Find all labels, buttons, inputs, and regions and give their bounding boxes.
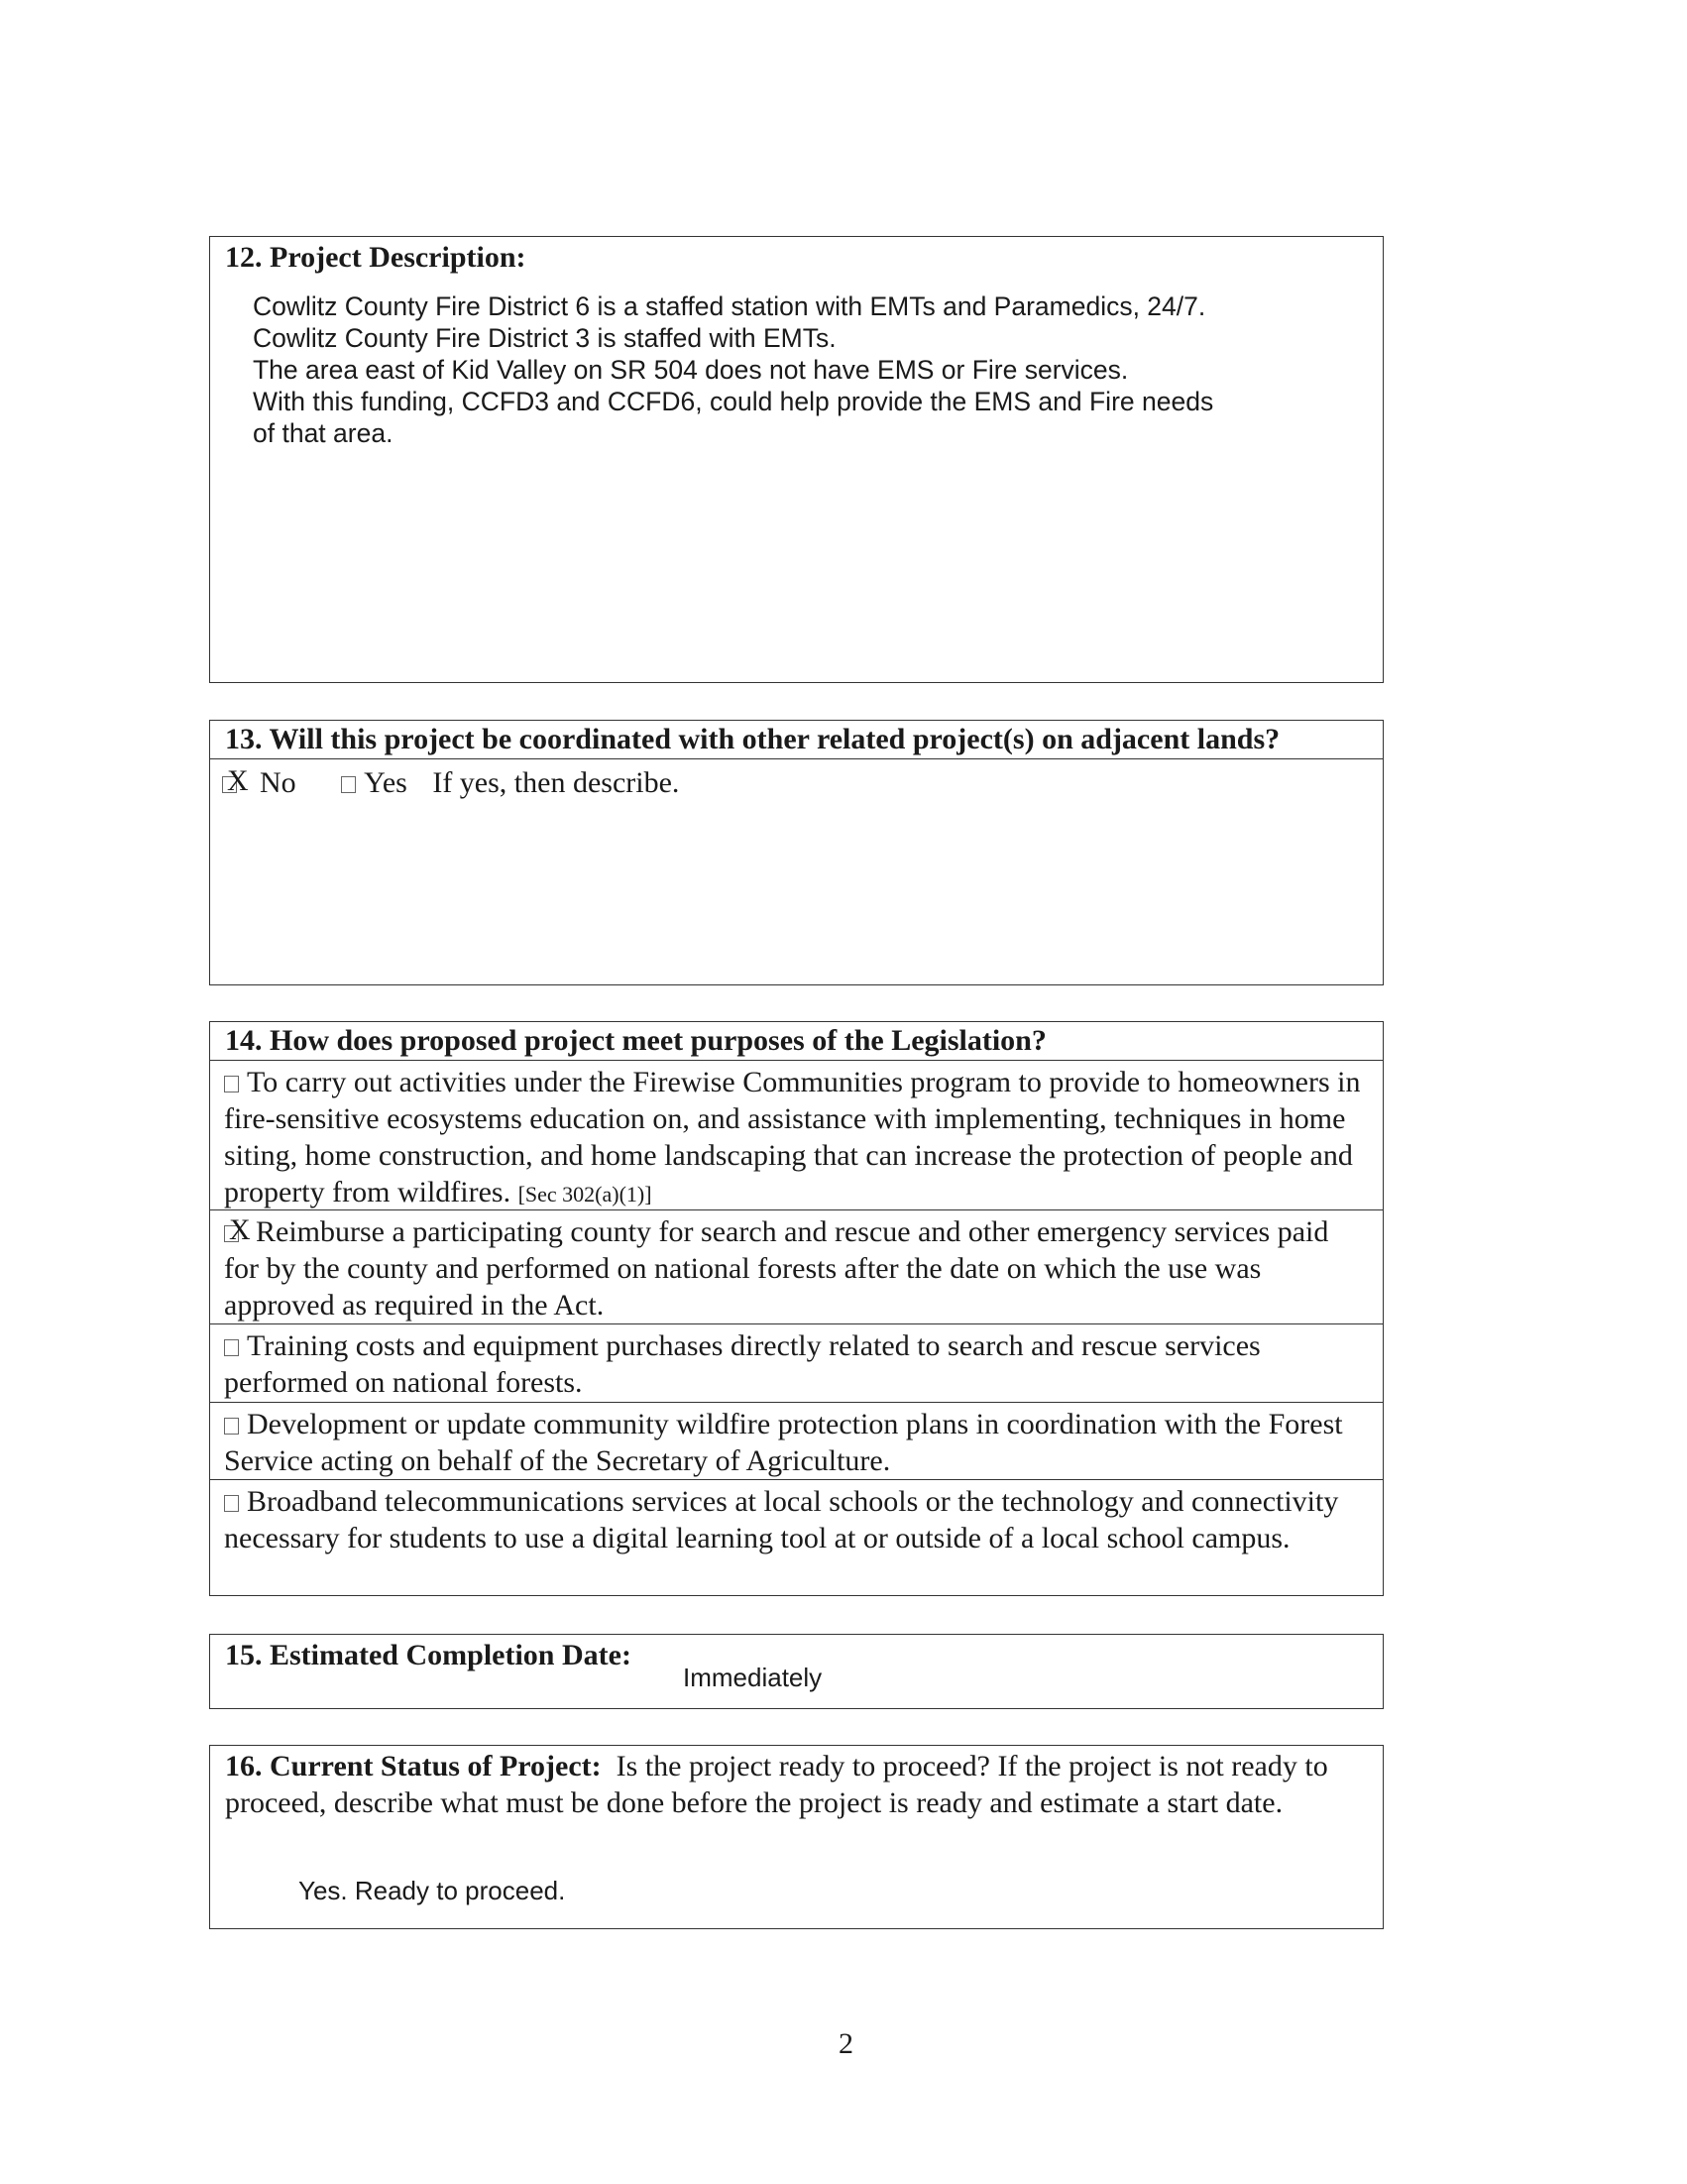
checkmark-x-icon: X xyxy=(227,764,249,797)
current-status-prompt: Is the project ready to proceed? If the project is not ready to proceed, describe what must be done before the project is ready and estimate a start date. xyxy=(225,1750,1328,1819)
purpose-text: Reimburse a participating county for search and rescue and other emergency services paid for by the county and performed on national forests after the date on which the use was approved as required in the Act. xyxy=(224,1215,1329,1322)
checkmark-x-icon: X xyxy=(229,1213,251,1246)
description-line: Cowlitz County Fire District 3 is staffed with EMTs. xyxy=(253,323,837,353)
current-status-question xyxy=(225,1748,1363,1821)
yes-label: Yes xyxy=(364,766,407,799)
purpose-text: Training costs and equipment purchases directly related to search and rescue services performed on national forests. xyxy=(224,1329,1261,1399)
no-checkbox[interactable] xyxy=(222,764,250,801)
purpose-checkbox[interactable] xyxy=(224,1076,239,1092)
legislation-purposes-section xyxy=(209,1021,1384,1596)
divider xyxy=(210,1479,1383,1480)
current-status-answer[interactable]: Yes. Ready to proceed. xyxy=(298,1876,566,1905)
describe-prompt: If yes, then describe. xyxy=(432,766,680,799)
description-line: The area east of Kid Valley on SR 504 does not have EMS or Fire services. xyxy=(253,355,1129,385)
purpose-checkbox[interactable] xyxy=(224,1213,252,1250)
purpose-text: Development or update community wildfire protection plans in coordination with the Forest Service acting on behalf of the Secretary of Agriculture. xyxy=(224,1408,1343,1477)
purpose-text: To carry out activities under the Firewise Communities program to provide to homeowners in fire-sensitive ecosystems education on, and assistance with implementing, techniques in home siting, home construction, and home landscaping that can increase the protection of people and property from wildfires. xyxy=(224,1066,1361,1208)
page-number: 2 xyxy=(839,2027,853,2060)
purpose-text: Broadband telecommunications services at local schools or the technology and connectivity necessary for students to use a digital learning tool at or outside of a local school campus. xyxy=(224,1485,1339,1554)
description-line: With this funding, CCFD3 and CCFD6, could help provide the EMS and Fire needs xyxy=(253,387,1214,416)
yes-checkbox[interactable] xyxy=(341,776,356,793)
purpose-reference: [Sec 302(a)(1)] xyxy=(517,1182,652,1207)
divider xyxy=(210,1060,1383,1061)
description-line: Cowlitz County Fire District 6 is a staffed station with EMTs and Paramedics, 24/7. xyxy=(253,291,1206,321)
purpose-checkbox[interactable] xyxy=(224,1418,239,1435)
purpose-option xyxy=(210,1213,1383,1323)
divider xyxy=(210,1402,1383,1403)
purpose-checkbox[interactable] xyxy=(224,1339,239,1356)
completion-date-value[interactable]: Immediately xyxy=(683,1663,823,1692)
coordination-section xyxy=(209,720,1384,985)
purpose-checkbox[interactable] xyxy=(224,1495,239,1512)
completion-date-section xyxy=(209,1634,1384,1709)
divider xyxy=(210,1209,1383,1210)
purpose-option xyxy=(210,1327,1383,1401)
current-status-title: 16. Current Status of Project: xyxy=(225,1750,602,1782)
purpose-option xyxy=(210,1064,1383,1212)
project-description-text[interactable] xyxy=(253,290,1213,449)
completion-date-title: 15. Estimated Completion Date: xyxy=(225,1639,631,1671)
project-description-title: 12. Project Description: xyxy=(225,241,526,274)
purpose-option xyxy=(210,1483,1383,1556)
project-description-section xyxy=(209,236,1384,683)
no-label: No xyxy=(260,766,296,799)
current-status-section xyxy=(209,1745,1384,1929)
divider xyxy=(210,758,1383,759)
description-line: of that area. xyxy=(253,418,394,448)
legislation-purposes-title: 14. How does proposed project meet purposes of the Legislation? xyxy=(225,1024,1047,1057)
coordination-answer-row xyxy=(222,764,679,801)
purpose-option xyxy=(210,1406,1383,1479)
coordination-title: 13. Will this project be coordinated with other related project(s) on adjacent lands? xyxy=(225,723,1281,755)
divider xyxy=(210,1323,1383,1324)
